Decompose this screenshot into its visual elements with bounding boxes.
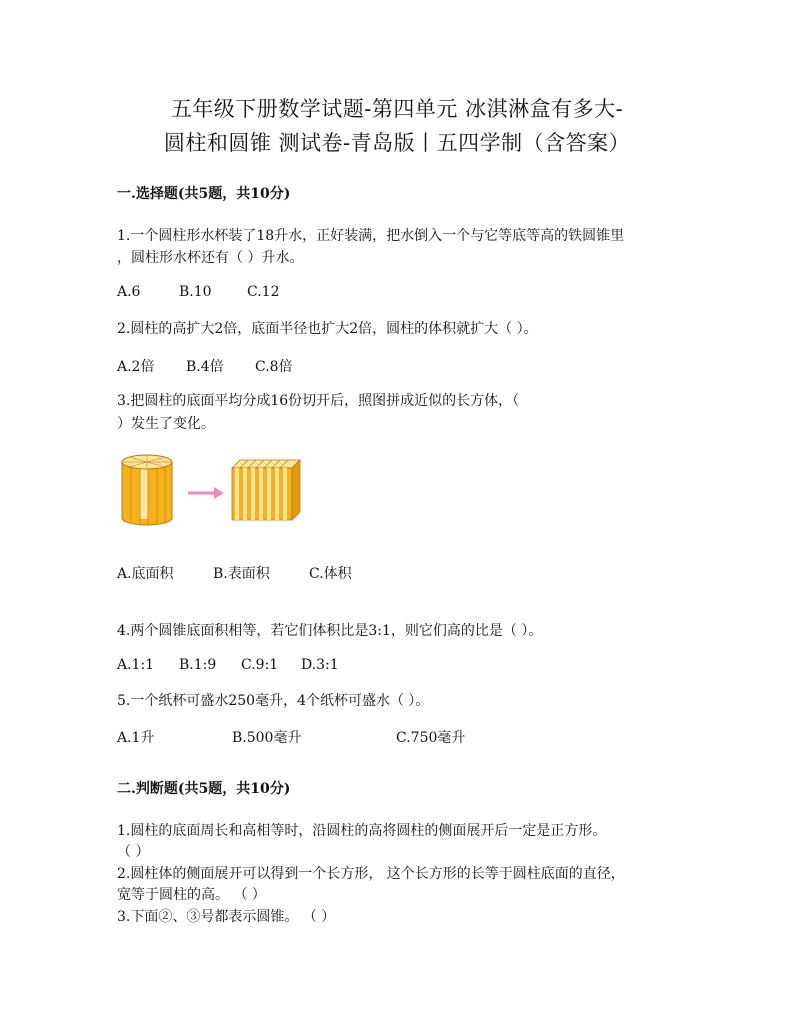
question-4-options: [117, 657, 339, 673]
question-1-line-1: 1.一个圆柱形水杯装了18升水，正好装满，把水倒入一个与它等底等高的铁圆锥里: [117, 228, 625, 244]
option: C.8倍: [255, 359, 293, 375]
option: C.750毫升: [396, 730, 466, 746]
section-heading-judgement: 二.判断题(共5题，共10分): [117, 781, 291, 797]
question-1-line-2: ，圆柱形水杯还有（ ）升水。: [117, 250, 304, 266]
option: A.2倍: [117, 359, 155, 375]
page-title-line-2: 圆柱和圆锥 测试卷-青岛版丨五四学制（含答案）: [163, 131, 631, 155]
question-1-options: [117, 284, 279, 300]
option: A.底面积: [117, 566, 174, 582]
judge-2-line-2: 宽等于圆柱的高。 （ ）: [117, 887, 266, 903]
question-2-options: [117, 356, 293, 376]
option: B.表面积: [213, 566, 270, 582]
option: A.1升: [117, 730, 155, 746]
option: A.6: [117, 284, 141, 300]
arrow-right-icon: [188, 487, 224, 499]
option: C.9:1: [241, 657, 279, 673]
cylinder-icon: [122, 455, 172, 525]
option: D.3:1: [301, 657, 339, 673]
option: B.4倍: [186, 359, 224, 375]
judge-1-line-2: （ ）: [117, 844, 150, 860]
question-5-options: [117, 727, 465, 747]
option: A.1:1: [117, 657, 155, 673]
cylinder-to-cuboid-figure: [120, 452, 310, 530]
question-5-line-1: 5.一个纸杯可盛水250毫升，4个纸杯可盛水（ ）。: [117, 693, 430, 709]
section-heading-choice: 一.选择题(共5题，共10分): [117, 186, 291, 202]
option: C.12: [247, 284, 280, 300]
option: B.500毫升: [232, 730, 302, 746]
option: B.1:9: [179, 657, 217, 673]
option: C.体积: [309, 566, 352, 582]
question-2-line-1: 2.圆柱的高扩大2倍，底面半径也扩大2倍，圆柱的体积就扩大（ ）。: [117, 321, 538, 337]
question-3-options: [117, 563, 352, 583]
judge-1-line-1: 1.圆柱的底面周长和高相等时，沿圆柱的高将圆柱的侧面展开后一定是正方形。: [117, 823, 607, 839]
question-3-line-2: ）发生了变化。: [117, 416, 215, 432]
cuboid-slices-icon: [232, 460, 300, 520]
option: B.10: [179, 284, 212, 300]
question-3-line-1: 3.把圆柱的底面平均分成16份切开后，照图拼成近似的长方体，（: [117, 393, 520, 409]
page-title-line-1: 五年级下册数学试题-第四单元 冰淇淋盒有多大-: [170, 97, 624, 121]
judge-3-line-1: 3.下面②、③号都表示圆锥。 （ ）: [117, 909, 336, 925]
judge-2-line-1: 2.圆柱体的侧面展开可以得到一个长方形， 这个长方形的长等于圆柱底面的直径，: [117, 866, 625, 882]
question-4-line-1: 4.两个圆锥底面积相等，若它们体积比是3:1，则它们高的比是（ ）。: [117, 623, 543, 639]
